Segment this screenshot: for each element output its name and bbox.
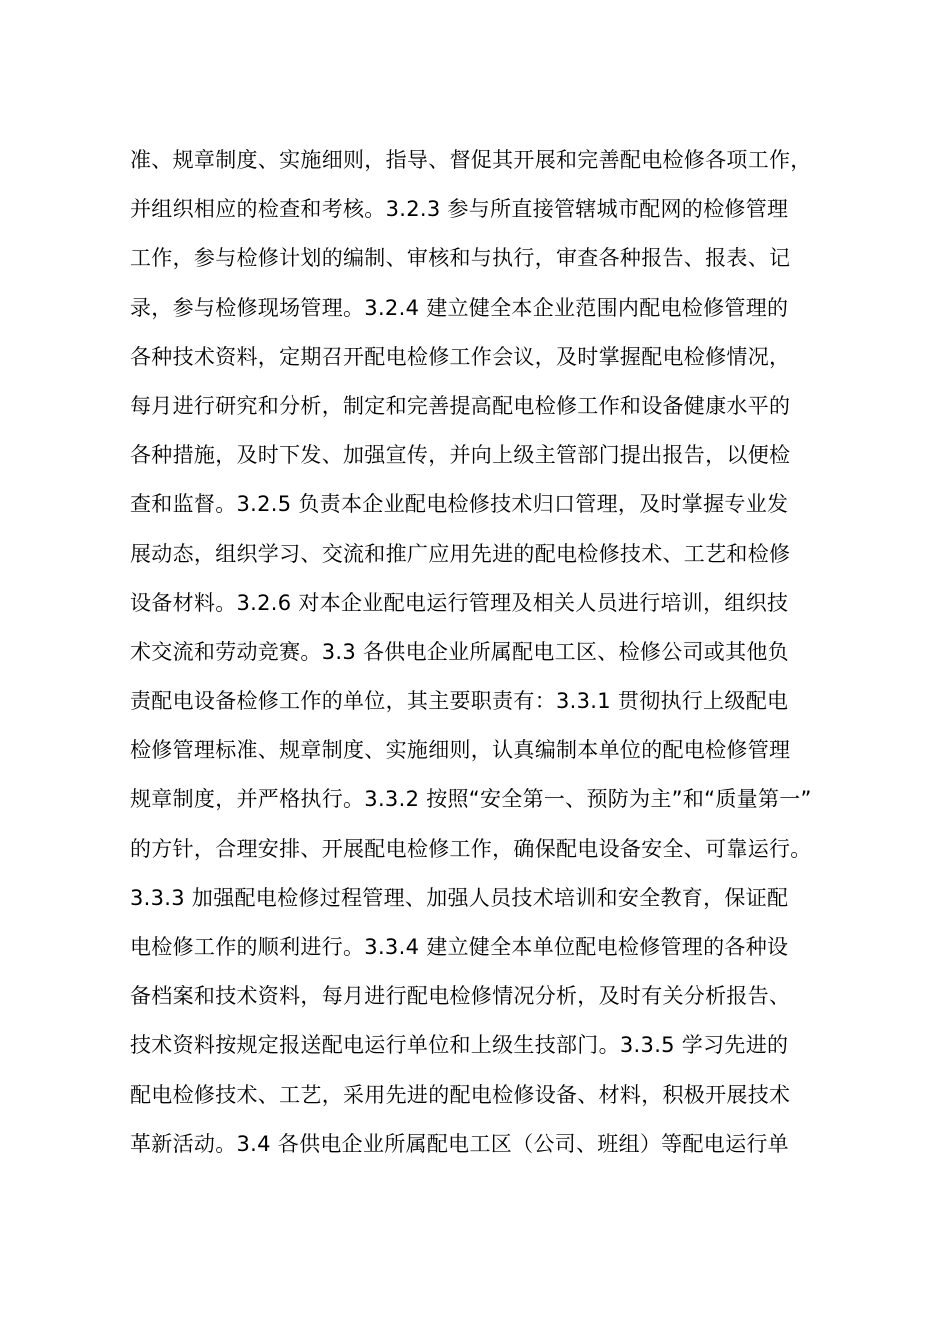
body-text [130,136,850,1169]
text-line: 规章制度，并严格执行。3.3.2 按照“安全第一、预防为主”和“质量第一” [130,787,812,812]
text-line: 设备材料。3.2.6 对本企业配电运行管理及相关人员进行培训，组织技 [130,590,789,615]
text-line: 的方针，合理安排、开展配电检修工作，确保配电设备安全、可靠运行。 [130,836,812,861]
text-line: 录，参与检修现场管理。3.2.4 建立健全本企业范围内配电检修管理的 [130,295,789,320]
text-line: 展动态，组织学习、交流和推广应用先进的配电检修技术、工艺和检修 [130,541,791,566]
text-line: 技术资料按规定报送配电运行单位和上级生技部门。3.3.5 学习先进的 [130,1033,789,1058]
text-line: 备档案和技术资料，每月进行配电检修情况分析，及时有关分析报告、 [130,984,791,1009]
text-line: 查和监督。3.2.5 负责本企业配电检修技术归口管理，及时掌握专业发 [130,492,789,517]
text-line: 每月进行研究和分析，制定和完善提高配电检修工作和设备健康水平的 [130,393,791,418]
text-line: 革新活动。3.4 各供电企业所属配电工区（公司、班组）等配电运行单 [130,1131,789,1156]
text-line: 责配电设备检修工作的单位，其主要职责有：3.3.1 贯彻执行上级配电 [130,689,789,714]
text-line: 并组织相应的检查和考核。3.2.3 参与所直接管辖城市配网的检修管理 [130,197,789,222]
text-line: 3.3.3 加强配电检修过程管理、加强人员技术培训和安全教育，保证配 [130,885,789,910]
text-line: 检修管理标准、规章制度、实施细则，认真编制本单位的配电检修管理 [130,738,791,763]
text-line: 准、规章制度、实施细则，指导、督促其开展和完善配电检修各项工作， [130,148,812,172]
text-line: 各种技术资料，定期召开配电检修工作会议，及时掌握配电检修情况， [130,344,791,369]
text-line: 配电检修技术、工艺，采用先进的配电检修设备、材料，积极开展技术 [130,1082,791,1107]
text-line: 各种措施，及时下发、加强宣传，并向上级主管部门提出报告，以便检 [130,443,791,468]
text-line: 术交流和劳动竞赛。3.3 各供电企业所属配电工区、检修公司或其他负 [130,639,789,664]
text-line: 电检修工作的顺利进行。3.3.4 建立健全本单位配电检修管理的各种设 [130,935,789,959]
text-line: 工作，参与检修计划的编制、审核和与执行，审查各种报告、报表、记 [130,246,791,271]
